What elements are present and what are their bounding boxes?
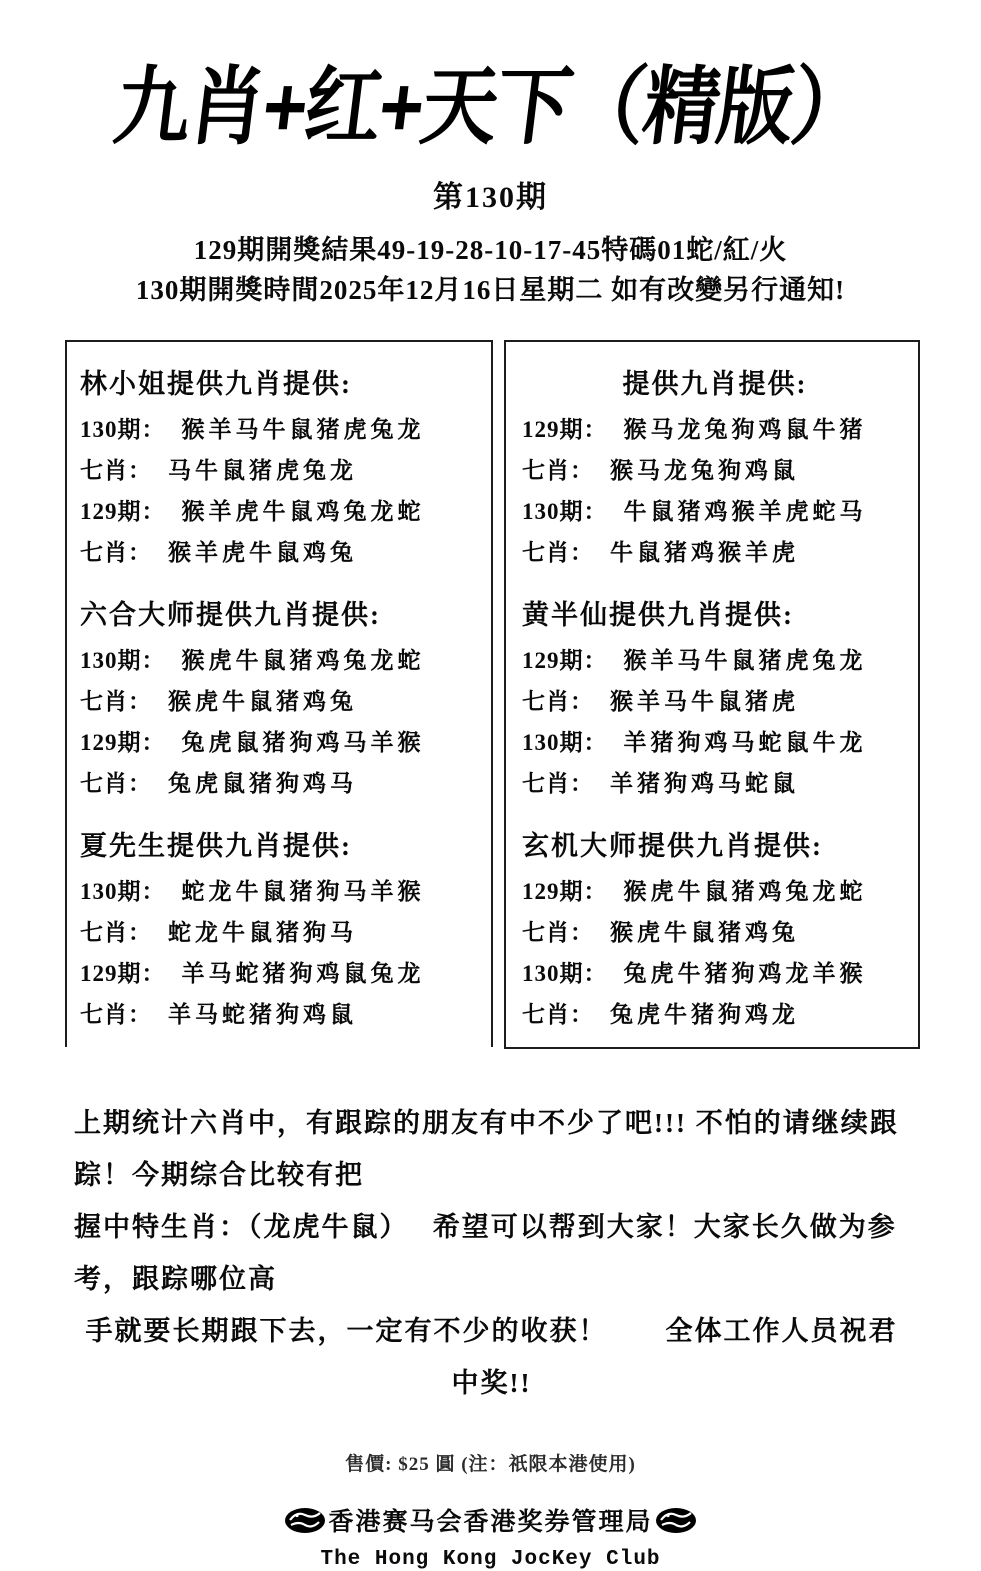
draw-notices bbox=[0, 230, 981, 310]
tip-row-value: 猴虎牛鼠猪鸡兔 bbox=[168, 689, 357, 714]
hkjc-logo-icon bbox=[655, 1507, 697, 1534]
summary-line-1: 上期统计六肖中，有跟踪的朋友有中不少了吧!!! 不怕的请继续跟踪！今期综合比较有把 bbox=[74, 1108, 899, 1190]
tip-row-label: 七肖： bbox=[80, 771, 152, 796]
tip-row bbox=[522, 914, 908, 947]
tip-row bbox=[522, 493, 908, 526]
tip-row bbox=[80, 411, 481, 444]
tip-row-value: 猴羊马牛鼠猪虎兔龙 bbox=[623, 648, 867, 673]
tip-row-label: 七肖： bbox=[80, 458, 152, 483]
tip-row-value: 猴马龙兔狗鸡鼠 bbox=[610, 458, 799, 483]
tip-row-label: 130期： bbox=[522, 730, 608, 755]
tip-row-label: 129期： bbox=[522, 879, 608, 904]
tip-row-label: 130期： bbox=[80, 417, 166, 442]
tips-left-box bbox=[65, 340, 493, 1047]
tip-row bbox=[80, 642, 481, 675]
tip-row bbox=[522, 996, 908, 1029]
tip-row-value: 羊猪狗鸡马蛇鼠牛龙 bbox=[623, 730, 867, 755]
tip-row-value: 兔虎牛猪狗鸡龙羊猴 bbox=[623, 961, 867, 986]
org-line bbox=[0, 1502, 981, 1538]
tip-row-label: 129期： bbox=[80, 730, 166, 755]
masthead-title: 九肖+红+天下（精版） bbox=[109, 59, 872, 156]
tip-row bbox=[80, 955, 481, 988]
summary-paragraph bbox=[74, 1097, 909, 1409]
summary-line-2: 握中特生肖：（龙虎牛鼠） 希望可以帮到大家！大家长久做为参考，跟踪哪位高 bbox=[74, 1212, 897, 1294]
tip-row bbox=[522, 452, 908, 485]
tipster-header: 夏先生提供九肖提供: bbox=[80, 831, 352, 861]
tip-row-value: 猴羊马牛鼠猪虎 bbox=[610, 689, 799, 714]
tipster-section-huang bbox=[522, 593, 908, 798]
tip-row-value: 兔虎鼠猪狗鸡马 bbox=[168, 771, 357, 796]
tip-row-label: 129期： bbox=[80, 499, 166, 524]
tip-row-label: 七肖： bbox=[80, 920, 152, 945]
tip-row-label: 129期： bbox=[522, 417, 608, 442]
tip-row-label: 七肖： bbox=[522, 920, 594, 945]
tip-row-label: 130期： bbox=[522, 499, 608, 524]
tip-row bbox=[80, 493, 481, 526]
tip-row-value: 猴羊虎牛鼠鸡兔 bbox=[168, 540, 357, 565]
tip-row-value: 猴虎牛鼠猪鸡兔龙蛇 bbox=[181, 648, 425, 673]
tip-row-value: 蛇龙牛鼠猪狗马羊猴 bbox=[181, 879, 425, 904]
tipster-section-lin bbox=[80, 362, 481, 567]
tip-row bbox=[522, 724, 908, 757]
tip-row-value: 猴马龙兔狗鸡鼠牛猪 bbox=[623, 417, 867, 442]
tipster-section-xuanji bbox=[522, 824, 908, 1029]
tip-row bbox=[80, 873, 481, 906]
tip-row-value: 猴虎牛鼠猪鸡兔 bbox=[610, 920, 799, 945]
tip-row-value: 猴羊虎牛鼠鸡兔龙蛇 bbox=[181, 499, 425, 524]
tipster-header: 黄半仙提供九肖提供: bbox=[522, 600, 794, 630]
tip-row bbox=[522, 411, 908, 444]
tipster-header: 玄机大师提供九肖提供: bbox=[522, 831, 823, 861]
tipster-header: 六合大师提供九肖提供: bbox=[80, 600, 381, 630]
org-name-en: The Hong Kong JocKey Club bbox=[320, 1548, 661, 1571]
tip-row-label: 七肖： bbox=[522, 458, 594, 483]
next-draw-line: 130期開獎時間2025年12月16日星期二 如有改變另行通知! bbox=[135, 275, 846, 305]
tip-row-label: 七肖： bbox=[522, 689, 594, 714]
tipster-section-liuhe bbox=[80, 593, 481, 798]
hkjc-logo-icon bbox=[284, 1507, 326, 1534]
org-name-cn: 香港赛马会香港奖券管理局 bbox=[328, 1509, 653, 1536]
tip-row-label: 七肖： bbox=[80, 689, 152, 714]
tip-row bbox=[80, 534, 481, 567]
tip-row-label: 129期： bbox=[80, 961, 166, 986]
tip-row-label: 130期： bbox=[80, 879, 166, 904]
tip-sheet-page bbox=[0, 48, 981, 1571]
tip-row-value: 马牛鼠猪虎兔龙 bbox=[168, 458, 357, 483]
tip-row bbox=[80, 996, 481, 1029]
tip-row-value: 羊马蛇猪狗鸡鼠兔龙 bbox=[181, 961, 425, 986]
tip-row bbox=[80, 914, 481, 947]
summary-line-3: 手就要长期跟下去，一定有不少的收获！ 全体工作人员祝君中奖!! bbox=[85, 1316, 898, 1398]
tip-row-value: 牛鼠猪鸡猴羊虎 bbox=[610, 540, 799, 565]
tip-row-value: 羊马蛇猪狗鸡鼠 bbox=[168, 1002, 357, 1027]
tipster-section-xia bbox=[80, 824, 481, 1029]
tip-row-value: 羊猪狗鸡马蛇鼠 bbox=[610, 771, 799, 796]
tip-row bbox=[80, 452, 481, 485]
tip-row bbox=[522, 534, 908, 567]
tip-row-label: 七肖： bbox=[522, 771, 594, 796]
tip-row-value: 蛇龙牛鼠猪狗马 bbox=[168, 920, 357, 945]
tip-row-value: 兔虎牛猪狗鸡龙 bbox=[610, 1002, 799, 1027]
tip-row bbox=[522, 955, 908, 988]
tip-row-label: 七肖： bbox=[522, 1002, 594, 1027]
tip-row-label: 七肖： bbox=[80, 1002, 152, 1027]
tip-row bbox=[80, 683, 481, 716]
tips-right-box bbox=[504, 340, 920, 1049]
previous-result-line: 129期開獎結果49-19-28-10-17-45特碼01蛇/紅/火 bbox=[193, 235, 788, 265]
tip-row bbox=[522, 683, 908, 716]
tipster-header: 林小姐提供九肖提供: bbox=[80, 369, 352, 399]
price-line: 售價: $25 圓 (注：祇限本港使用) bbox=[345, 1454, 636, 1475]
issue-number: 第130期 bbox=[433, 181, 548, 214]
tip-row-value: 兔虎鼠猪狗鸡马羊猴 bbox=[181, 730, 425, 755]
tipster-section-anon bbox=[522, 362, 908, 567]
tip-row-label: 七肖： bbox=[80, 540, 152, 565]
tip-row bbox=[522, 873, 908, 906]
tip-row bbox=[80, 765, 481, 798]
tip-row-value: 猴虎牛鼠猪鸡兔龙蛇 bbox=[623, 879, 867, 904]
tip-row bbox=[522, 642, 908, 675]
tipster-header: 提供九肖提供: bbox=[622, 369, 808, 399]
tip-row bbox=[80, 724, 481, 757]
tip-row-label: 130期： bbox=[80, 648, 166, 673]
tip-row-value: 牛鼠猪鸡猴羊虎蛇马 bbox=[623, 499, 867, 524]
tip-row-label: 129期： bbox=[522, 648, 608, 673]
tips-grid bbox=[65, 340, 920, 1049]
tip-row bbox=[522, 765, 908, 798]
tip-row-value: 猴羊马牛鼠猪虎兔龙 bbox=[181, 417, 425, 442]
tip-row-label: 130期： bbox=[522, 961, 608, 986]
tip-row-label: 七肖： bbox=[522, 540, 594, 565]
